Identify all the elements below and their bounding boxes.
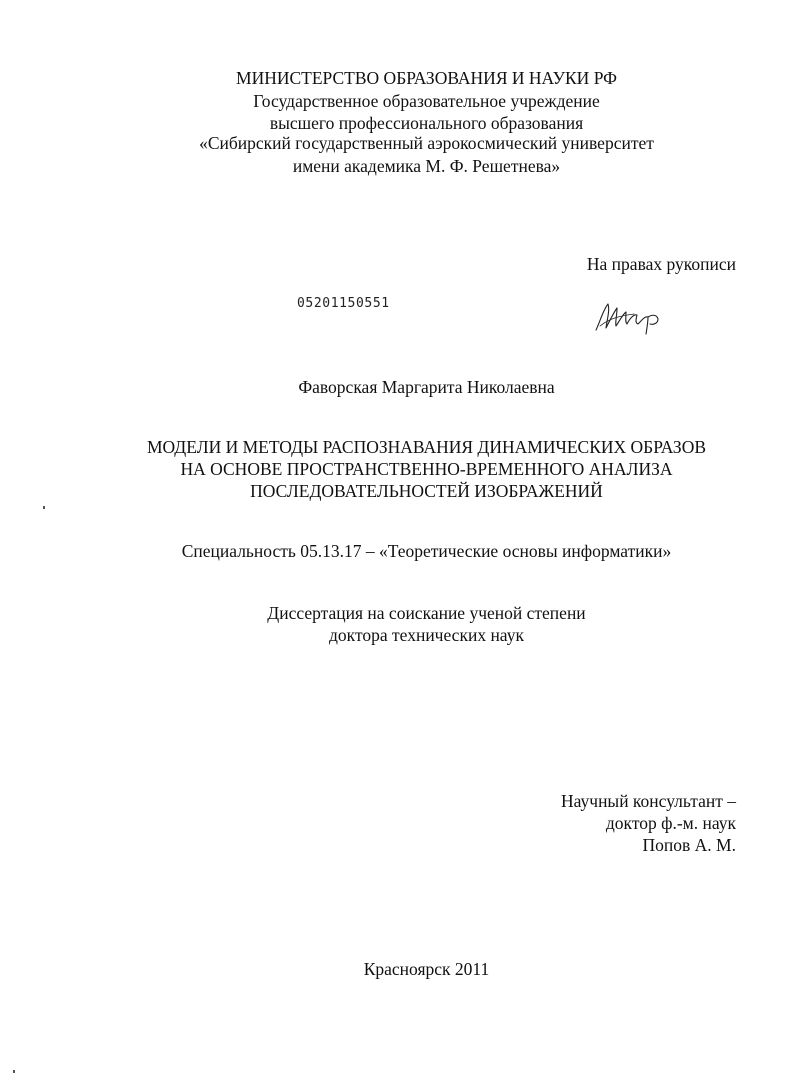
ministry-heading: МИНИСТЕРСТВО ОБРАЗОВАНИЯ И НАУКИ РФ	[236, 68, 617, 88]
registry-number: 05201150551	[297, 296, 390, 311]
title-line-3: ПОСЛЕДОВАТЕЛЬНОСТЕЙ ИЗОБРАЖЕНИЙ	[250, 481, 603, 501]
advisor-line-1: Научный консультант –	[561, 791, 736, 811]
dissertation-line-1: Диссертация на соискание ученой степени	[267, 603, 586, 623]
specialty: Специальность 05.13.17 – «Теоретические основы информатики»	[181, 541, 672, 561]
institution-line-1: Государственное образовательное учреждение	[253, 91, 600, 111]
title-line-1: МОДЕЛИ И МЕТОДЫ РАСПОЗНАВАНИЯ ДИНАМИЧЕСКИХ ОБРАЗОВ	[146, 437, 707, 457]
university-line-1: «Сибирский государственный аэрокосмический университет	[199, 133, 654, 153]
title-line-2: НА ОСНОВЕ ПРОСТРАНСТВЕННО-ВРЕМЕННОГО АНАЛИЗА	[180, 459, 673, 479]
manuscript-note: На правах рукописи	[586, 254, 736, 274]
institution-line-2: высшего профессионального образования	[269, 113, 584, 133]
university-line-2: имени академика М. Ф. Решетнева»	[292, 156, 561, 176]
signature-icon	[590, 296, 670, 336]
author-name: Фаворская Маргарита Николаевна	[298, 377, 555, 397]
scan-speck	[13, 1070, 15, 1073]
scan-speck	[43, 506, 45, 509]
city-year: Красноярск 2011	[363, 959, 490, 979]
advisor-line-2: доктор ф.-м. наук	[605, 813, 736, 833]
advisor-line-3: Попов А. М.	[642, 835, 736, 855]
dissertation-line-2: доктора технических наук	[329, 625, 524, 645]
